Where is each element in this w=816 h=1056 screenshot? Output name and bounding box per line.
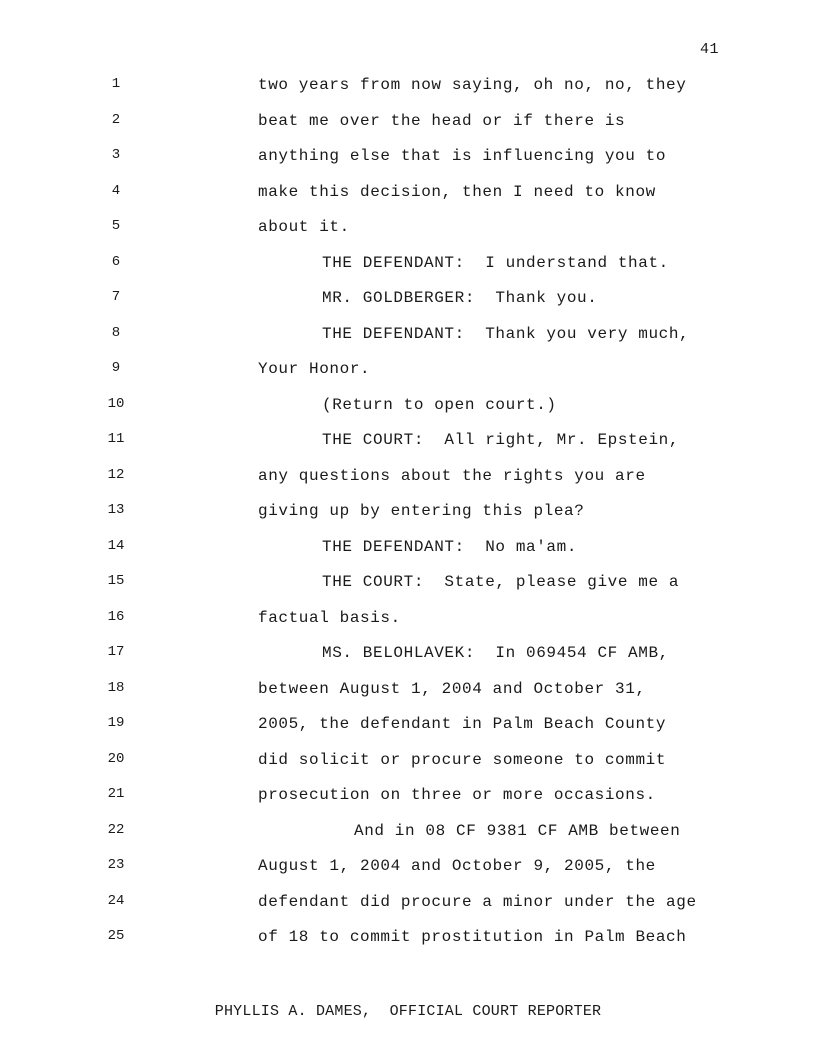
line-number: 11: [107, 431, 125, 447]
line-text: about it.: [258, 218, 350, 236]
line-number: 6: [111, 253, 121, 270]
line-number: 14: [107, 537, 125, 554]
line-text: between August 1, 2004 and October 31,: [258, 679, 646, 698]
line-number: 23: [107, 857, 125, 873]
transcript-line: [0, 289, 816, 317]
line-text: THE DEFENDANT: Thank you very much,: [322, 324, 690, 343]
line-text: 2005, the defendant in Palm Beach County: [258, 715, 667, 733]
line-number: 19: [107, 715, 125, 731]
line-number: 17: [107, 644, 125, 660]
transcript-line: [0, 431, 816, 459]
line-number: 24: [107, 892, 125, 909]
line-text: factual basis.: [258, 608, 401, 627]
line-text: (Return to open court.): [322, 395, 557, 414]
line-number: 18: [107, 679, 125, 696]
line-text: defendant did procure a minor under the age: [258, 892, 697, 911]
transcript-line: [0, 76, 816, 104]
line-number: 5: [111, 218, 121, 234]
line-text: anything else that is influencing you to: [258, 147, 667, 165]
line-number: 16: [107, 608, 125, 625]
line-text: THE COURT: All right, Mr. Epstein,: [322, 431, 680, 449]
line-number: 8: [111, 324, 121, 341]
transcript-line: [0, 680, 816, 708]
line-number: 20: [107, 750, 125, 767]
line-number: 7: [111, 289, 121, 305]
transcript-line: [0, 360, 816, 388]
page-number: 41: [700, 41, 720, 58]
transcript-line: [0, 538, 816, 566]
line-number: 12: [107, 466, 125, 483]
line-text: THE DEFENDANT: No ma'am.: [322, 537, 578, 556]
transcript-line: [0, 502, 816, 530]
transcript-line: [0, 573, 816, 601]
line-number: 2: [111, 111, 121, 128]
line-number: 25: [107, 928, 125, 944]
line-text: August 1, 2004 and October 9, 2005, the: [258, 857, 656, 875]
transcript-line: [0, 183, 816, 211]
transcript-line: [0, 893, 816, 921]
line-text: Your Honor.: [258, 360, 371, 378]
line-text: prosecution on three or more occasions.: [258, 786, 656, 804]
transcript-line: [0, 857, 816, 885]
transcript-line: [0, 112, 816, 140]
line-text: two years from now saying, oh no, no, they: [258, 76, 687, 94]
transcript-line: [0, 609, 816, 637]
line-number: 22: [107, 821, 125, 838]
line-text: MR. GOLDBERGER: Thank you.: [322, 289, 598, 307]
line-number: 1: [111, 76, 121, 92]
transcript-line: [0, 254, 816, 282]
line-text: giving up by entering this plea?: [258, 502, 585, 520]
transcript-line: [0, 822, 816, 850]
line-number: 9: [111, 360, 121, 376]
line-text: MS. BELOHLAVEK: In 069454 CF AMB,: [322, 644, 669, 662]
line-number: 10: [107, 395, 125, 412]
transcript-line: [0, 751, 816, 779]
line-text: THE DEFENDANT: I understand that.: [322, 253, 669, 272]
line-number: 15: [107, 573, 125, 589]
court-reporter-footer: PHYLLIS A. DAMES, OFFICIAL COURT REPORTER: [214, 1003, 602, 1020]
line-number: 4: [111, 182, 121, 199]
transcript-line: [0, 928, 816, 956]
line-number: 21: [107, 786, 125, 802]
transcript-line: [0, 396, 816, 424]
transcript-line: [0, 715, 816, 743]
transcript-line: [0, 467, 816, 495]
transcript-line: [0, 644, 816, 672]
transcript-line: [0, 147, 816, 175]
line-text: make this decision, then I need to know: [258, 182, 656, 201]
line-text: THE COURT: State, please give me a: [322, 573, 680, 591]
transcript-line: [0, 218, 816, 246]
transcript-line: [0, 786, 816, 814]
line-text: any questions about the rights you are: [258, 466, 646, 485]
line-text: beat me over the head or if there is: [258, 111, 626, 130]
line-number: 13: [107, 502, 125, 518]
line-text: And in 08 CF 9381 CF AMB between: [354, 821, 681, 840]
line-text: of 18 to commit prostitution in Palm Beach: [258, 928, 687, 946]
line-number: 3: [111, 147, 121, 163]
line-text: did solicit or procure someone to commit: [258, 750, 667, 769]
transcript-line: [0, 325, 816, 353]
